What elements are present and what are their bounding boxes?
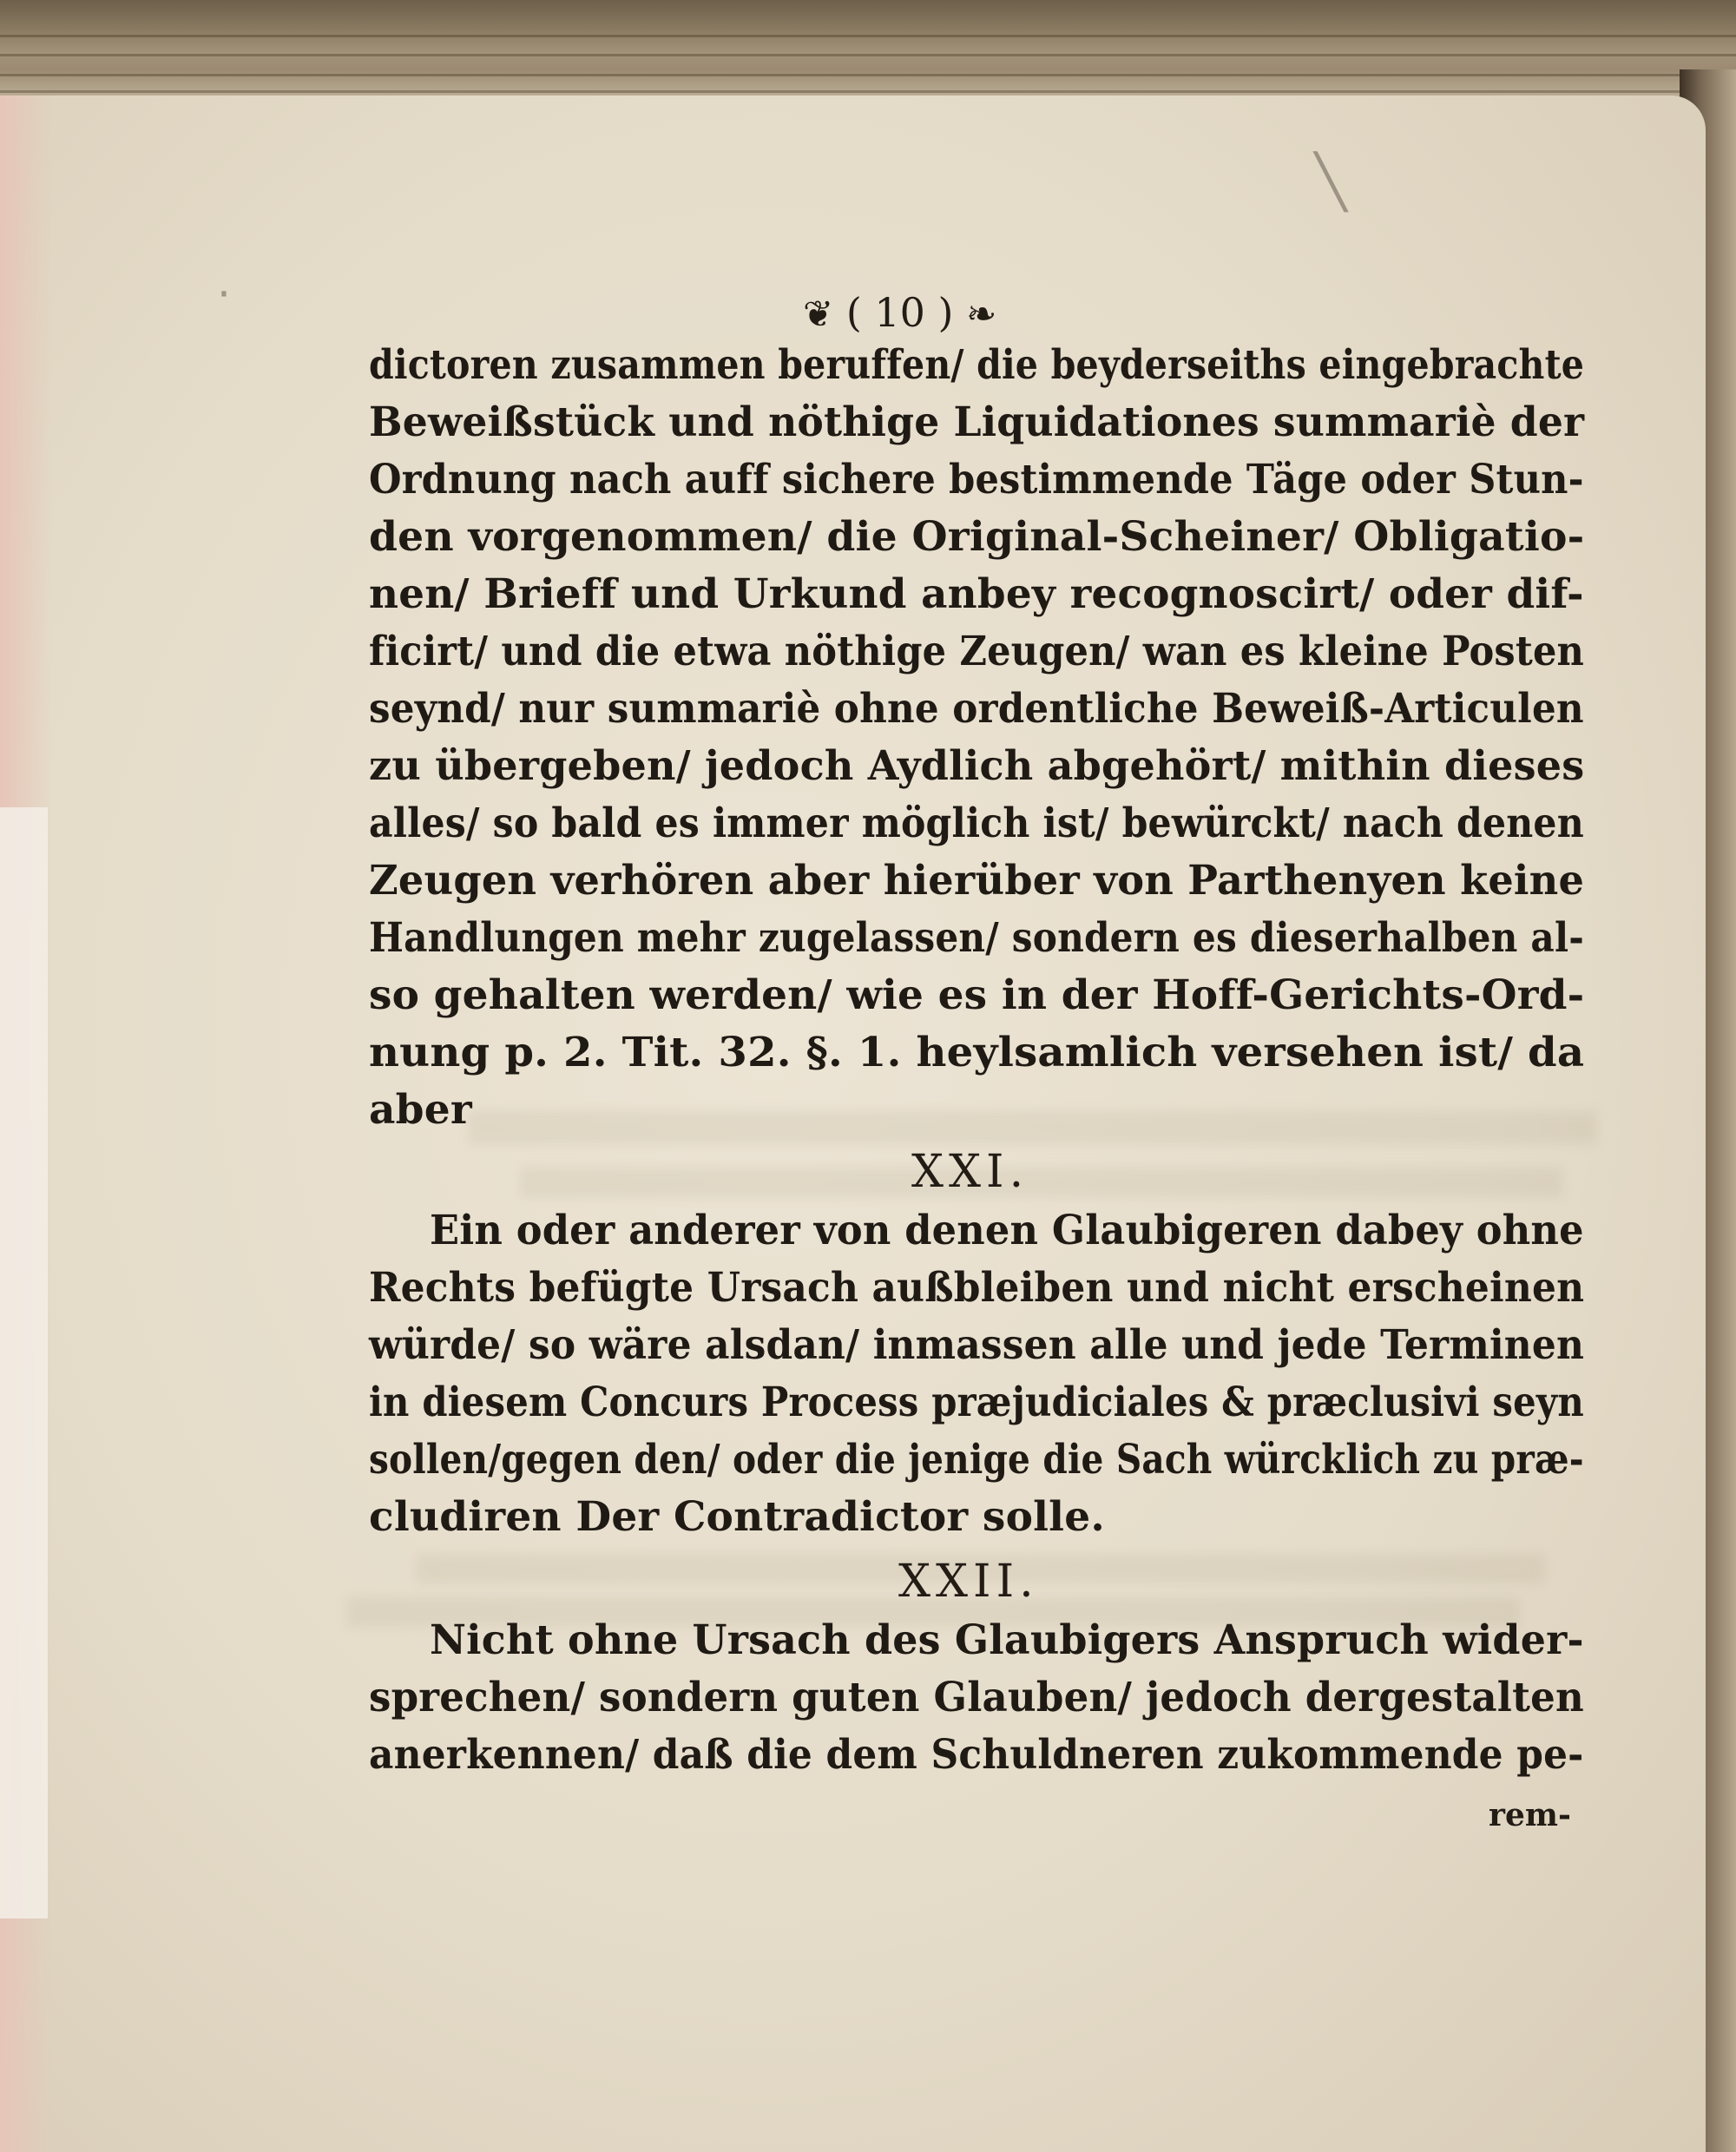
text-line: Handlungen mehr zugelassen/ sondern es dieserhalben al- [369, 914, 1584, 962]
text-line: alles/ so bald es immer möglich ist/ bewürckt/ nach denen [369, 800, 1584, 847]
text-line: nen/ Brieff und Urkund anbey recognoscirt/ oder dif- [369, 570, 1584, 618]
text-line: den vorgenommen/ die Original-Scheiner/ Obligatio- [369, 513, 1585, 561]
page-left-strip [0, 807, 48, 1918]
text-line: aber [369, 1086, 472, 1134]
text-line: dictoren zusammen beruffen/ die beyderseiths eingebrachte [369, 341, 1585, 389]
bleed-through [521, 1168, 1562, 1197]
text-line: Beweißstück und nöthige Liquidationes summariè der [369, 398, 1585, 446]
page-number: ( 10 ) [845, 289, 954, 336]
text-line: Ordnung nach auff sichere bestimmende Täge oder Stun- [369, 456, 1584, 503]
text-line: so gehalten werden/ wie es in der Hoff-Gerichts-Ord- [369, 971, 1585, 1019]
text-line: anerkennen/ daß die dem Schuldneren zukommende pe- [369, 1731, 1584, 1779]
text-line: seynd/ nur summariè ohne ordentliche Beweiß-Articulen [369, 685, 1584, 733]
text-line: nung p. 2. Tit. 32. §. 1. heylsamlich versehen ist/ da [369, 1029, 1585, 1076]
text-line: sprechen/ sondern guten Glauben/ jedoch dergestalten [369, 1674, 1584, 1721]
paper-speck: · [217, 269, 231, 319]
text-line: würde/ so wäre alsdan/ inmassen alle und jede Terminen [369, 1321, 1585, 1369]
section-heading-xxii: XXII. [898, 1556, 1039, 1608]
paper-crease-mark: ╲ [1315, 152, 1347, 213]
text-line: in diesem Concurs Process præjudiciales & præclusivi seyn [369, 1379, 1584, 1426]
text-line: ficirt/ und die etwa nöthige Zeugen/ wan es kleine Posten [369, 628, 1585, 675]
header-ornament-left-icon: ❦ [803, 293, 834, 335]
text-line: Rechts befügte Ursach außbleiben und nicht erscheinen [369, 1264, 1585, 1312]
text-line: Ein oder anderer von denen Glaubigeren dabey ohne [430, 1207, 1584, 1254]
text-line: Zeugen verhören aber hierüber von Parthenyen keine [369, 857, 1585, 905]
text-line: sollen/gegen den/ oder die jenige die Sach würcklich zu præ- [369, 1436, 1584, 1484]
section-heading-xxi: XXI. [911, 1146, 1029, 1198]
header-ornament-right-icon: ❧ [966, 293, 997, 335]
catchword: rem- [1489, 1797, 1571, 1833]
text-line: cludiren Der Contradictor solle. [369, 1493, 1105, 1541]
bleed-through [469, 1111, 1597, 1144]
text-line: zu übergeben/ jedoch Aydlich abgehört/ mithin dieses [369, 742, 1585, 790]
page-header [803, 289, 1089, 336]
text-line: Nicht ohne Ursach des Glaubigers Anspruch wider- [430, 1616, 1584, 1664]
